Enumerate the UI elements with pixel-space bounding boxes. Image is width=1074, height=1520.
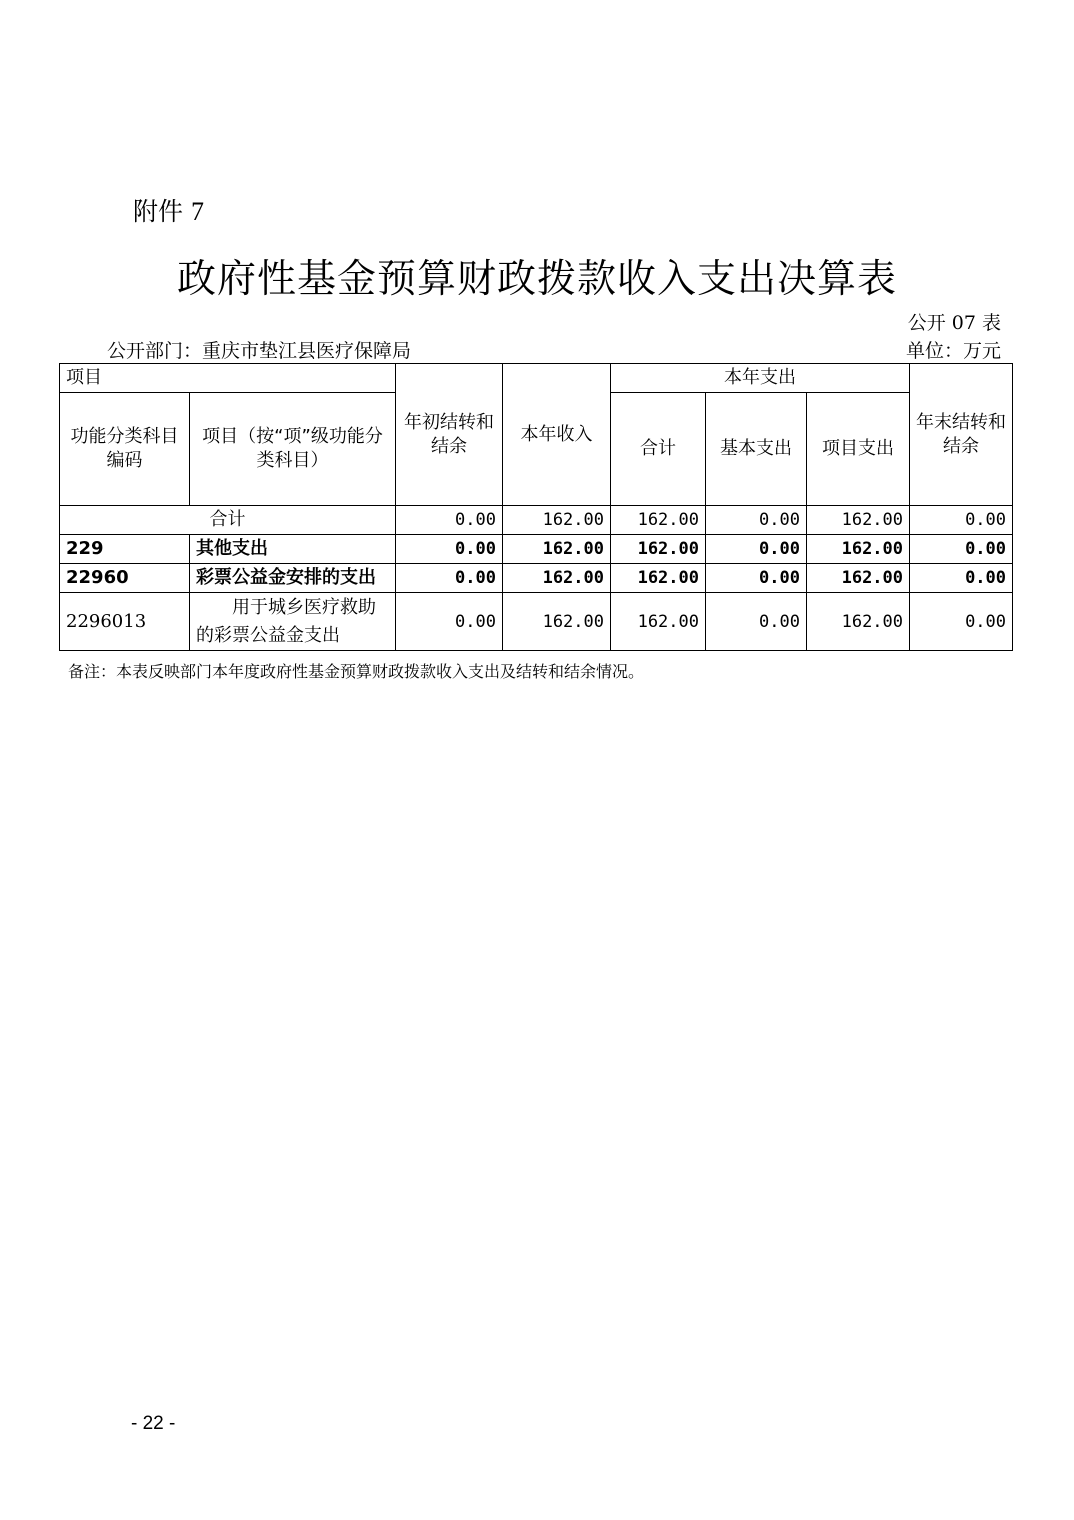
cell-income: 162.00	[503, 564, 611, 593]
cell-basic: 0.00	[706, 564, 807, 593]
header-income: 本年收入	[503, 364, 611, 506]
header-exp-total: 合计	[611, 393, 706, 506]
cell-total: 162.00	[611, 506, 706, 535]
cell-project: 162.00	[807, 506, 910, 535]
cell-end: 0.00	[910, 564, 1013, 593]
cell-basic: 0.00	[706, 506, 807, 535]
cell-end: 0.00	[910, 535, 1013, 564]
page-number: - 22 -	[131, 1413, 176, 1434]
department-label: 公开部门：重庆市垫江县医疗保障局	[107, 340, 412, 362]
attachment-text: 附件	[133, 197, 184, 226]
cell-project: 162.00	[807, 564, 910, 593]
row-code: 2296013	[60, 593, 190, 651]
header-exp-basic: 基本支出	[706, 393, 807, 506]
row-name: 其他支出	[190, 535, 396, 564]
cell-total: 162.00	[611, 593, 706, 651]
table-row	[60, 593, 1013, 651]
header-begin-balance: 年初结转和结余	[396, 364, 503, 506]
cell-income: 162.00	[503, 593, 611, 651]
cell-income: 162.00	[503, 535, 611, 564]
row-code: 22960	[60, 564, 190, 593]
table-row	[60, 564, 1013, 593]
cell-end: 0.00	[910, 593, 1013, 651]
cell-begin: 0.00	[396, 564, 503, 593]
header-exp-project: 项目支出	[807, 393, 910, 506]
table-code: 公开 07 表	[907, 312, 1001, 334]
cell-total: 162.00	[611, 535, 706, 564]
row-code: 229	[60, 535, 190, 564]
header-end-balance: 年末结转和结余	[910, 364, 1013, 506]
cell-total: 162.00	[611, 564, 706, 593]
header-expenditure: 本年支出	[611, 364, 910, 393]
table-note: 备注：本表反映部门本年度政府性基金预算财政拨款收入支出及结转和结余情况。	[68, 662, 645, 681]
header-func-name: 项目（按“项”级功能分类科目）	[190, 393, 396, 506]
cell-begin: 0.00	[396, 506, 503, 535]
row-name: 彩票公益金安排的支出	[190, 564, 396, 593]
row-name: 合计	[60, 506, 396, 535]
table-row-total	[60, 506, 1013, 535]
attachment-label	[133, 192, 204, 228]
cell-begin: 0.00	[396, 535, 503, 564]
cell-income: 162.00	[503, 506, 611, 535]
table-row	[60, 535, 1013, 564]
cell-basic: 0.00	[706, 593, 807, 651]
header-func-code: 功能分类科目编码	[60, 393, 190, 506]
page-title: 政府性基金预算财政拨款收入支出决算表	[176, 257, 897, 302]
cell-begin: 0.00	[396, 593, 503, 651]
unit-label: 单位：万元	[905, 340, 1001, 362]
budget-table	[59, 363, 1013, 651]
cell-basic: 0.00	[706, 535, 807, 564]
attachment-number: 7	[190, 197, 204, 226]
header-project: 项目	[60, 364, 396, 393]
cell-project: 162.00	[807, 593, 910, 651]
cell-end: 0.00	[910, 506, 1013, 535]
cell-project: 162.00	[807, 535, 910, 564]
row-name: 用于城乡医疗救助的彩票公益金支出	[190, 593, 396, 651]
